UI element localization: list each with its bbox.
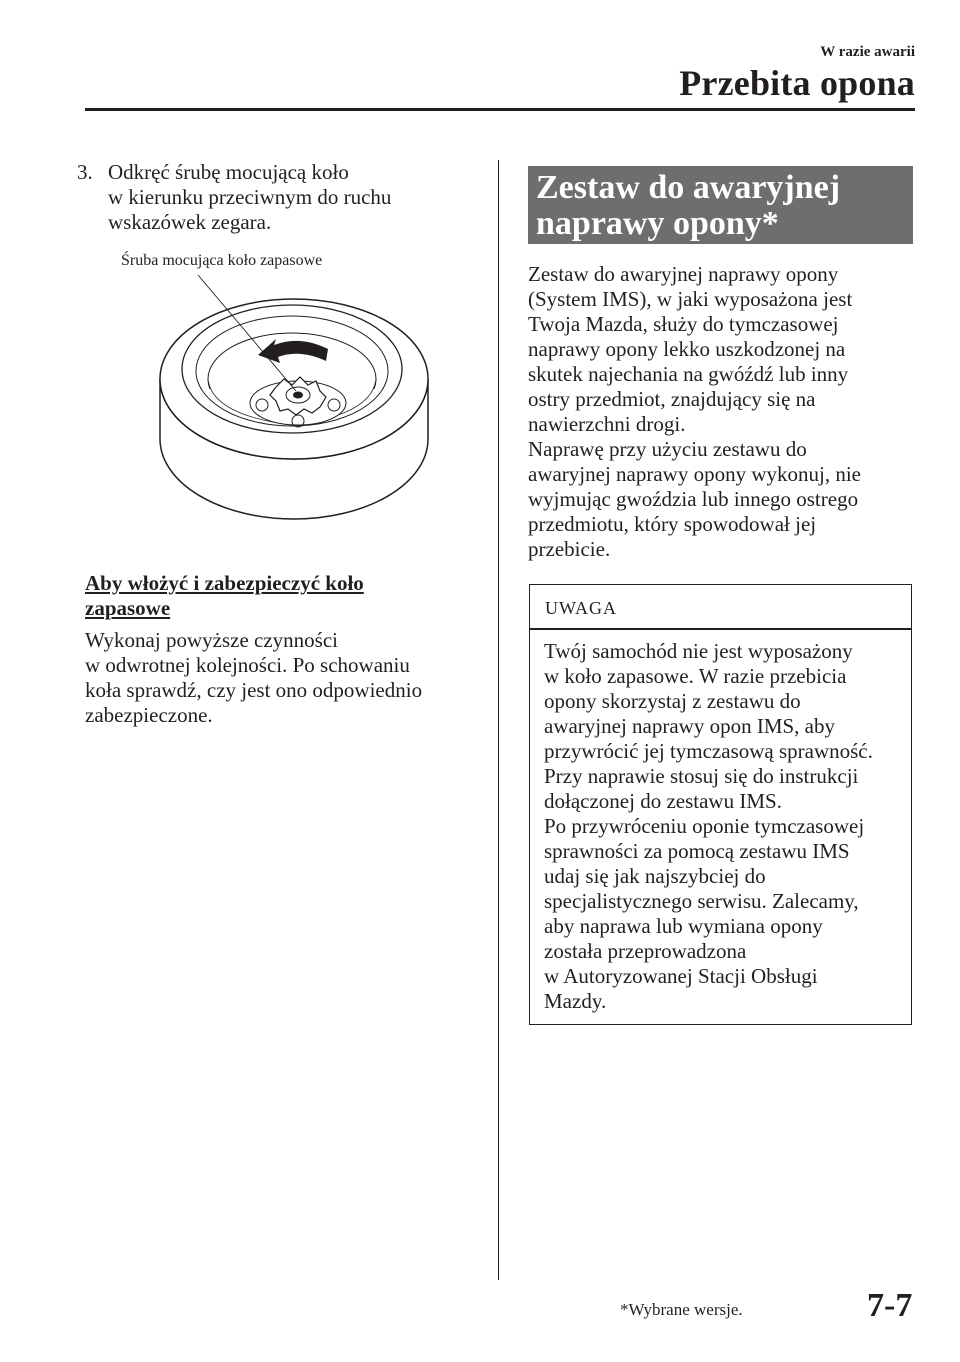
caution-rule (530, 628, 911, 630)
paragraph-line: Wykonaj powyższe czynności (85, 628, 338, 652)
subheading-line: Aby włożyć i zabezpieczyć koło (85, 571, 364, 595)
paragraph-line: naprawy opony lekko uszkodzonej na (528, 337, 846, 361)
step-line: Odkręć śrubę mocującą koło (108, 160, 349, 184)
paragraph-line: w odwrotnej kolejności. Po schowaniu (85, 653, 410, 677)
caution-line: Twój samochód nie jest wyposażony (544, 639, 853, 663)
page-number: 7-7 (867, 1287, 913, 1324)
subheading (85, 571, 485, 621)
header-rule (85, 108, 915, 111)
paragraph-line: zabezpieczone. (85, 703, 213, 727)
paragraph-line: nawierzchni drogi. (528, 412, 686, 436)
caution-line: Po przywróceniu oponie tymczasowej (544, 814, 865, 838)
caution-title: UWAGA (545, 598, 617, 618)
footnote: *Wybrane wersje. (620, 1300, 743, 1319)
paragraph-line: koła sprawdź, czy jest ono odpowiednio (85, 678, 423, 702)
banner-title (536, 170, 840, 242)
paragraph-line: przedmiotu, który spowodował jej (528, 512, 817, 536)
paragraph-line: wyjmując gwoździa lub innego ostrego (528, 487, 859, 511)
caution-box (529, 584, 912, 1025)
paragraph-line: awaryjnej naprawy opony wykonuj, nie (528, 462, 861, 486)
caution-line: sprawności za pomocą zestawu IMS (544, 839, 850, 863)
banner-line: naprawy opony* (536, 205, 779, 242)
right-paragraph (528, 262, 913, 562)
step-line: wskazówek zegara. (108, 210, 272, 234)
spare-wheel-illustration (150, 265, 440, 565)
chapter-title: W razie awarii (820, 44, 915, 60)
caution-line: w Autoryzowanej Stacji Obsługi (544, 964, 818, 988)
paragraph-line: skutek najechania na gwóźdź lub inny (528, 362, 849, 386)
left-paragraph (85, 628, 485, 728)
paragraph-line: Twoja Mazda, służy do tymczasowej (528, 312, 839, 336)
step-number: 3. (77, 160, 93, 184)
subheading-line: zapasowe (85, 596, 171, 620)
paragraph-line: (System IMS), w jaki wyposażona jest (528, 287, 853, 311)
section-banner (528, 166, 913, 244)
caution-line: awaryjnej naprawy opon IMS, aby (544, 714, 836, 738)
step-text (108, 160, 478, 235)
caution-line: Przy naprawie stosuj się do instrukcji (544, 764, 859, 788)
caution-text (544, 639, 904, 1014)
paragraph-line: ostry przedmiot, znajdujący się na (528, 387, 816, 411)
column-divider (498, 160, 499, 1280)
step-line: w kierunku przeciwnym do ruchu (108, 185, 392, 209)
paragraph-line: przebicie. (528, 537, 611, 561)
caution-line: udaj się jak najszybciej do (544, 864, 766, 888)
caution-line: aby naprawa lub wymiana opony (544, 914, 823, 938)
paragraph-line: Zestaw do awaryjnej naprawy opony (528, 262, 839, 286)
paragraph-line: Naprawę przy użyciu zestawu do (528, 437, 807, 461)
caution-line: została przeprowadzona (544, 939, 747, 963)
caution-line: specjalistycznego serwisu. Zalecamy, (544, 889, 859, 913)
caution-line: przywrócić jej tymczasową sprawność. (544, 739, 873, 763)
section-title: Przebita opona (679, 63, 915, 103)
caution-line: w koło zapasowe. W razie przebicia (544, 664, 847, 688)
caution-line: opony skorzystaj z zestawu do (544, 689, 801, 713)
caution-line: Mazdy. (544, 989, 607, 1013)
banner-line: Zestaw do awaryjnej (536, 169, 841, 206)
figure-caption: Śruba mocująca koło zapasowe (121, 252, 323, 269)
caution-line: dołączonej do zestawu IMS. (544, 789, 782, 813)
